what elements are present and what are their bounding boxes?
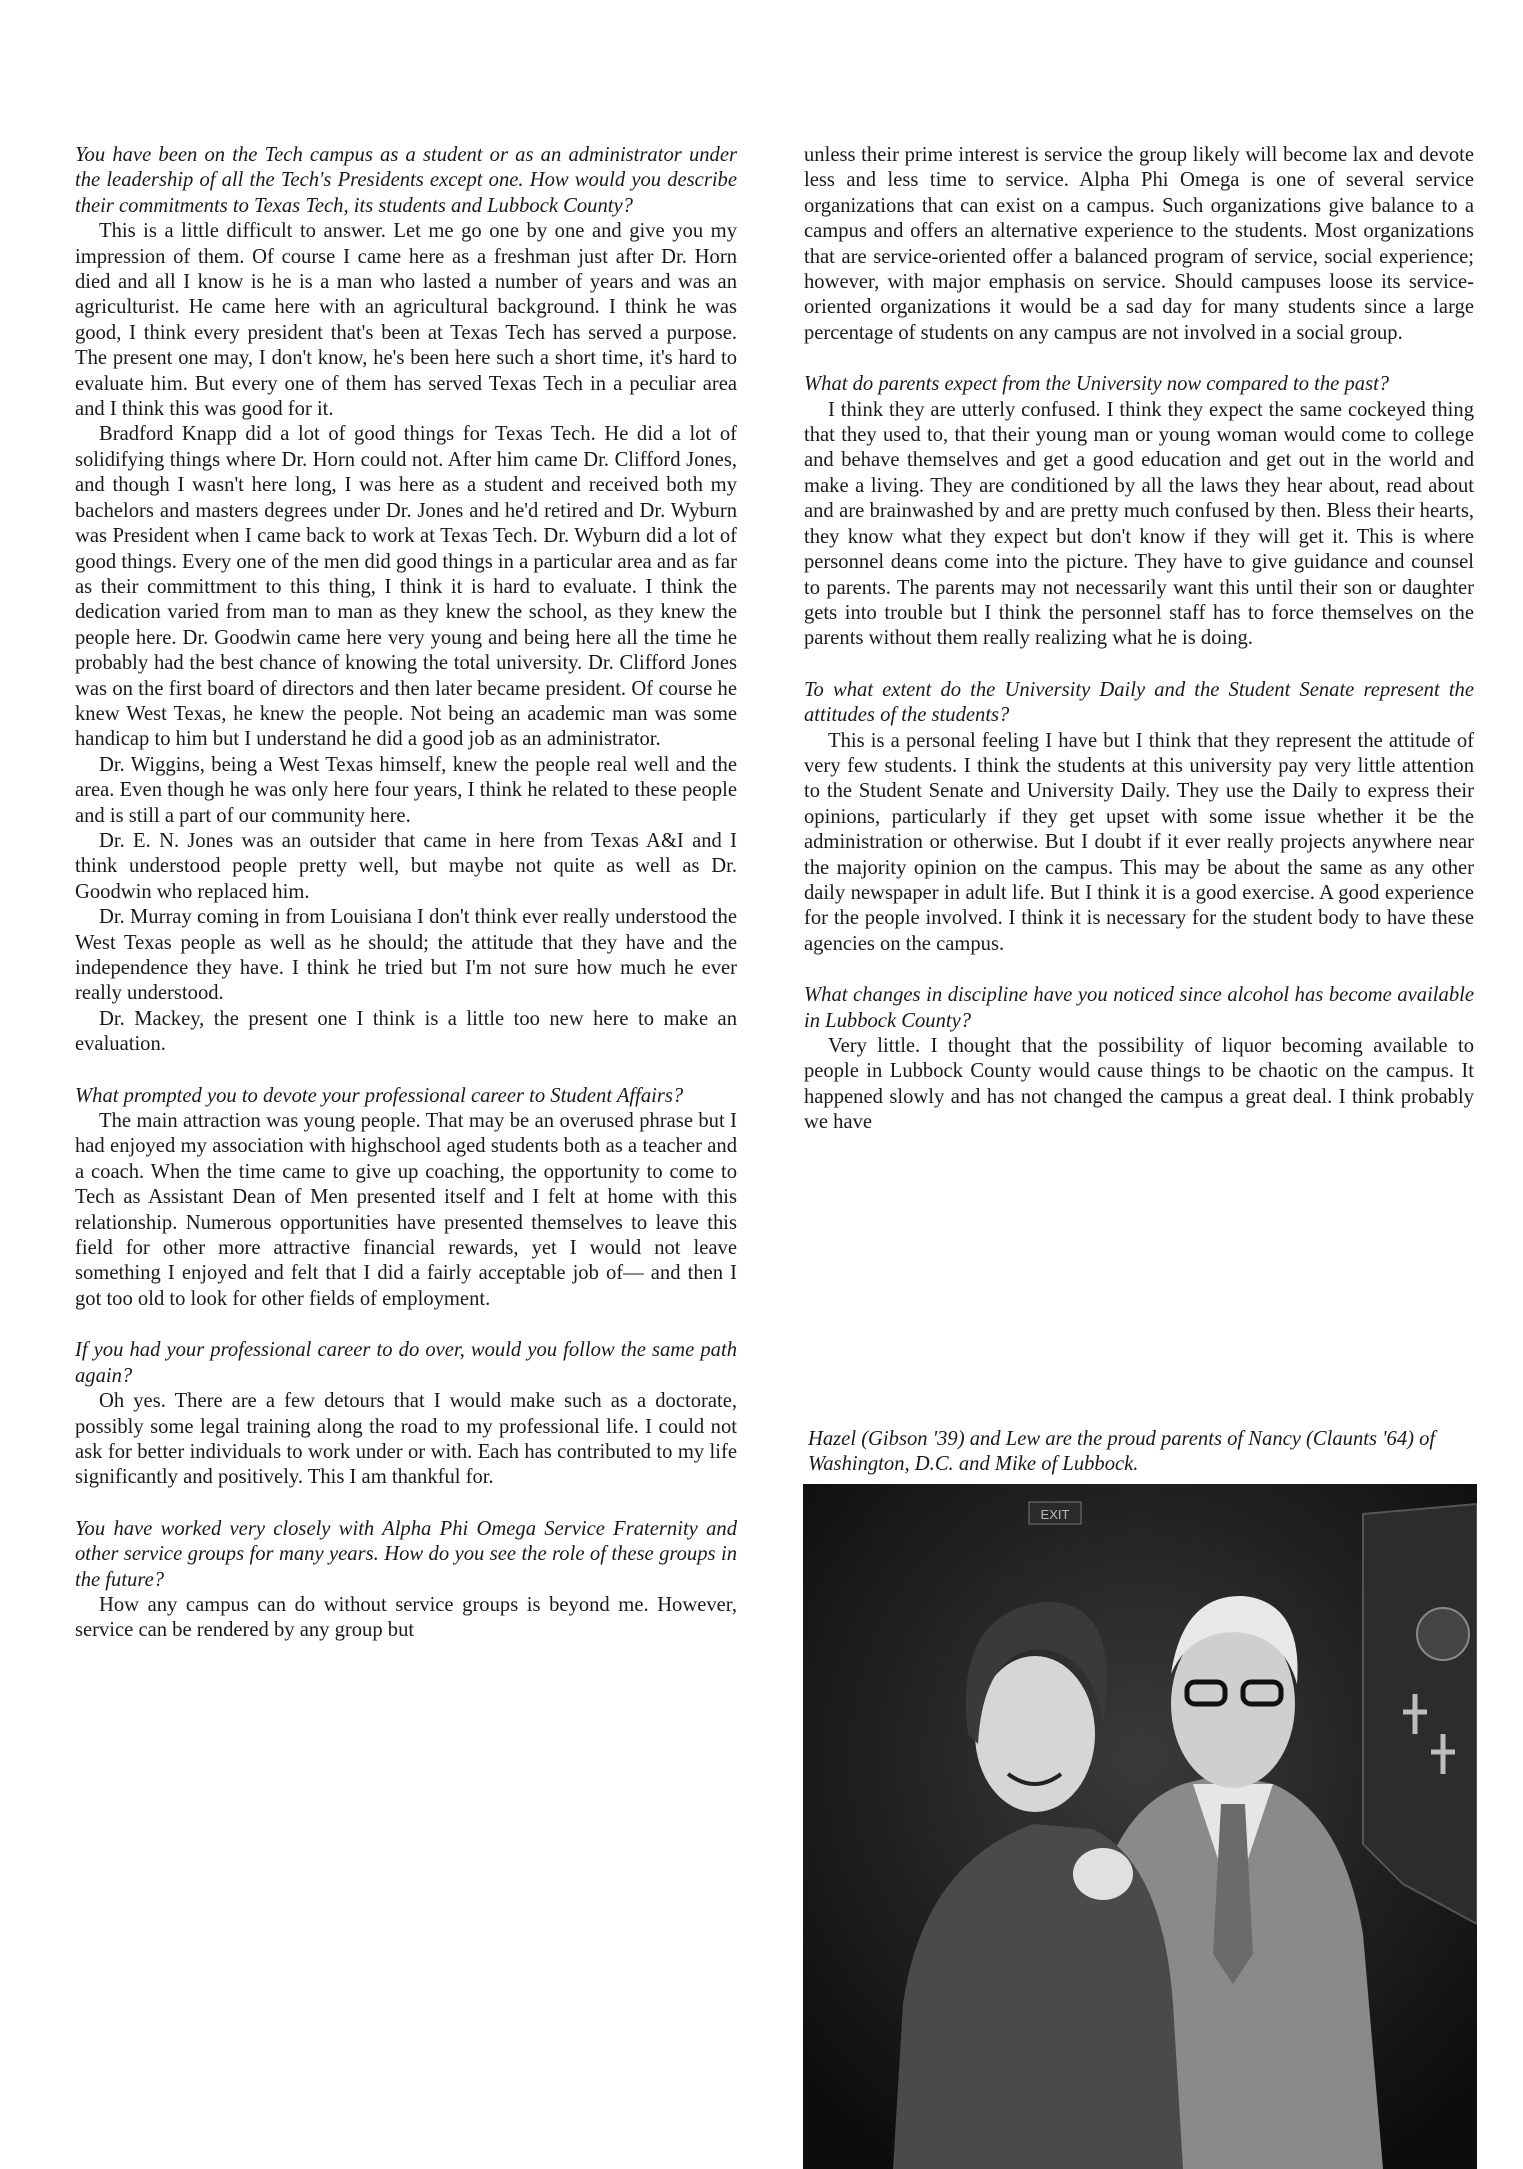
paragraph-gap [75, 1491, 737, 1517]
interview-question: What prompted you to devote your professional career to Student Affairs? [75, 1084, 684, 1107]
interview-answer: Oh yes. There are a few detours that I would make such as a doctorate, possibly some legal training along the road to my professional life. I could not ask for better individuals to work under or with. Each has contributed to my life significantly and positively. This I am thankful for. [75, 1390, 737, 1489]
interview-answer: Dr. Mackey, the present one I think is a little too new here to make an evaluation. [75, 1007, 737, 1056]
interview-question: What do parents expect from the University now compared to the past? [804, 373, 1390, 396]
photo-caption: Hazel (Gibson '39) and Lew are the proud parents of Nancy (Claunts '64) of Washington, D.C. and Mike of Lubbock. [808, 1428, 1436, 1476]
banner-emblem [1417, 1608, 1469, 1660]
interview-question: What changes in discipline have you noticed since alcohol has become available in Lubbock County? [804, 984, 1474, 1032]
interview-answer: The main attraction was young people. That may be an overused phrase but I had enjoyed my association with highschool aged students both as a teacher and a coach. When the time came to give up coaching, the opportunity to come to Tech as Assistant Dean of Men presented itself and I felt at home with this relationship. Numerous opportunities have presented themselves to leave this field for other more attractive financial rewards, yet I would not leave something I enjoyed and felt that I did a fairly acceptable job of— and then I got too old to look for other fields of employment. [75, 1110, 737, 1310]
exit-sign-text: EXIT [1040, 1507, 1070, 1522]
left-column [75, 143, 737, 1644]
interview-answer: This is a personal feeling I have but I think that they represent the attitude of very few students. I think the students at this university pay very little attention to the Student Senate and University Daily. They use the Daily to express their opinions, particularly if they get upset with some issue whether it be the administration or otherwise. But I doubt if it ever really projects anywhere near the majority opinion on the campus. This may be about the same as any other daily newspaper in adult life. But I think it is a good exercise. A good experience for the people involved. I think it is necessary for the student body to have these agencies on the campus. [804, 729, 1474, 955]
interview-answer: Dr. Wiggins, being a West Texas himself, knew the people real well and the area. Even though he was only here four years, I think he related to these people and is still a part of our community here. [75, 753, 737, 827]
interview-answer: This is a little difficult to answer. Let me go one by one and give you my impression of them. Of course I came here as a freshman just after Dr. Horn died and all I know is he is a man who lasted a number of years and was an agriculturist. He came here with an agricultural background. I think he was good, I think every president that's been at Texas Tech has served a purpose. The present one may, I don't know, he's been here such a short time, it's hard to evaluate him. But every one of them has served Texas Tech in a peculiar area and I think this was good for it. [75, 220, 737, 421]
interview-answer: How any campus can do without service groups is beyond me. However, service can be rendered by any group but [75, 1593, 737, 1642]
interview-question: To what extent do the University Daily and the Student Senate represent the attitudes of the students? [804, 678, 1474, 727]
interview-question: If you had your professional career to do over, would you follow the same path again? [75, 1339, 737, 1387]
paragraph-gap [75, 1312, 737, 1338]
right-column [804, 143, 1474, 1136]
interview-question: You have worked very closely with Alpha Phi Omega Service Fraternity and other service groups for many years. How do you see the role of these groups in the future? [75, 1517, 737, 1591]
paragraph-gap [804, 652, 1474, 678]
paragraph-gap [75, 1058, 737, 1084]
interview-answer: Dr. Murray coming in from Louisiana I don't think ever really understood the West Texas people as well as he should; the attitude that they have and the independence they have. I think he tried but I'm not sure how much he ever really understood. [75, 906, 737, 1005]
interview-answer: Bradford Knapp did a lot of good things for Texas Tech. He did a lot of solidifying things where Dr. Horn could not. After him came Dr. Clifford Jones, and though I wasn't here long, I was here as a student and received both my bachelors and masters degrees under Dr. Jones and he'd retired and Dr. Wyburn was President when I came back to work at Texas Tech. Dr. Wyburn did a lot of good things. Every one of the men did good things in a particular area and as far as their committment to this thing, I think it is hard to evaluate. I think the dedication varied from man to man as they knew the school, as they knew the people here. Dr. Goodwin came here very young and being here all the time he probably had the best chance of knowing the total university. Dr. Clifford Jones was on the first board of directors and then later became president. Of course he knew West Texas, he knew the people. Not being an academic man was some handicap to him but I understand he did a good job as an administrator. [75, 423, 737, 751]
answer-continuation: unless their prime interest is service the group likely will become lax and devote less and less time to service. Alpha Phi Omega is one of several service organizations that can exist on a campus. Such organizations give balance to a campus and offers an alternative experience to the students. Most organizations that are service-oriented offer a balanced program of service, social experience; however, with major emphasis on service. Should campuses loose its service-oriented organizations it would be a sad day for many students since a large percentage of students on any campus are not involved in a social group. [804, 144, 1474, 344]
interview-answer: Dr. E. N. Jones was an outsider that came in here from Texas A&I and I think understood people pretty well, but maybe not quite as well as Dr. Goodwin who replaced him. [75, 829, 737, 903]
woman-corsage [1073, 1848, 1133, 1900]
paragraph-gap [804, 957, 1474, 983]
couple-photo [803, 1484, 1477, 2169]
interview-question: You have been on the Tech campus as a student or as an administrator under the leadership of all the Tech's Presidents except one. How would you describe their commitments to Texas Tech, its students and Lubbock County? [75, 144, 737, 217]
paragraph-gap [804, 346, 1474, 372]
interview-answer: Very little. I thought that the possibility of liquor becoming available to people in Lubbock County would cause things to be chaotic on the campus. It happened slowly and has not changed the campus a great deal. I think probably we have [804, 1035, 1474, 1134]
interview-answer: I think they are utterly confused. I think they expect the same cockeyed thing that they used to, that their young man or young woman would come to college and behave themselves and get a good education and get out in the world and make a living. They are conditioned by all the laws they hear about, read about and are brainwashed by and are pretty much confused by then. Bless their hearts, they know what they expect but don't know if they will get it. This is where personnel deans come into the picture. They have to give guidance and counsel to parents. The parents may not necessarily want this until their son or daughter gets into trouble but I think the personnel staff has to force themselves on the parents without them really realizing what he is doing. [804, 398, 1474, 650]
